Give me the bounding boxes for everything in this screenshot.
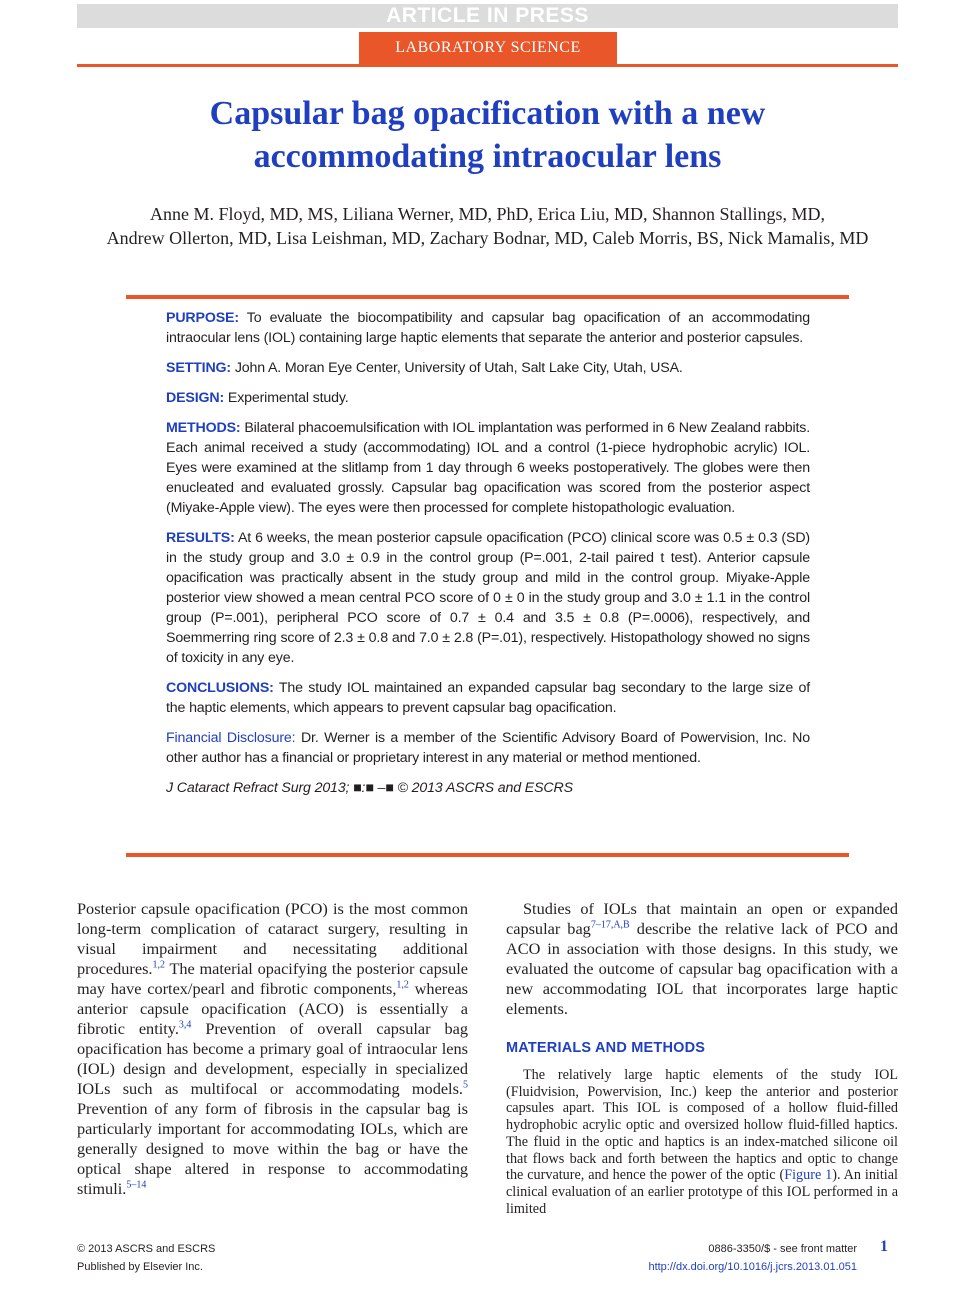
reference-superscript[interactable]: 3,4 [178,1019,192,1031]
authors-line-2: Andrew Ollerton, MD, Lisa Leishman, MD, Zachary Bodnar, MD, Caleb Morris, BS, Nick Mamalis, MD [106,228,869,248]
header-rule [77,64,898,67]
reference-superscript[interactable]: 5 [463,1079,468,1091]
conclusions-label: CONCLUSIONS: [166,680,274,696]
abstract-financial-disclosure [166,728,810,768]
abstract-top-rule [126,295,849,299]
abstract-results [166,528,810,668]
reference-superscript[interactable]: 7–17,A,B [590,919,630,931]
journal-citation: J Cataract Refract Surg 2013; ■:■ –■ © 2013 ASCRS and ESCRS [166,780,573,796]
figure-reference-link[interactable]: Figure 1 [784,1167,833,1184]
financial-text: Dr. Werner is a member of the Scientific Advisory Board of Powervision, Inc. No other author has a financial or proprietary interest in any material or method mentioned. [166,730,810,766]
title-line-2: accommodating intraocular lens [253,138,722,175]
abstract-purpose [166,308,810,348]
setting-text: John A. Moran Eye Center, University of Utah, Salt Lake City, Utah, USA. [234,360,683,376]
body-right-intro: Studies of IOLs that maintain an open or expanded capsular bag$^{7-17,A,B}$ describe the relative lack of PCO and ACO in association with those designs. In this study, we evaluated the outcome of capsular bag opacification with a new accommodating IOL that incorporates large haptic elements. [506,899,899,1018]
authors-line-1: Anne M. Floyd, MD, MS, Liliana Werner, MD, PhD, Erica Liu, MD, Shannon Stallings, MD, [150,204,825,224]
footer-issn: 0886-3350/$ - see front matter [708,1243,857,1255]
abstract-conclusions [166,678,810,718]
author-list [60,202,915,250]
purpose-text: To evaluate the biocompatibility and capsular bag opacification of an accommodating intraocular lens (IOL) containing large haptic elements that separate the anterior and posterior capsules. [166,310,810,346]
abstract-setting [166,358,810,378]
footer-doi-link[interactable]: http://dx.doi.org/10.1016/j.jcrs.2013.01.051 [648,1261,857,1273]
conclusions-text: The study IOL maintained an expanded capsular bag secondary to the large size of the haptic elements, which appears to prevent capsular bag opacification. [166,680,810,716]
abstract-design [166,388,810,408]
title-line-1: Capsular bag opacification with a new [209,95,766,132]
methods-text: Bilateral phacoemulsification with IOL implantation was performed in 6 New Zealand rabbits. Each animal received a study (accommodating) IOL and a control (1-piece hydrophobic acrylic) IOL. Eyes were examined at the slitlamp from 1 day through 6 weeks postoperatively. The globes were then enucleated and evaluated grossly. Capsular bag opacification was scored from the posterior aspect (Miyake-Apple view). The eyes were then processed for complete histopathologic evaluation. [166,420,810,516]
design-text: Experimental study. [227,390,349,406]
abstract-methods [166,418,810,518]
reference-superscript[interactable]: 1,2 [152,959,165,971]
financial-label: Financial Disclosure: [166,730,296,746]
results-label: RESULTS: [166,530,235,546]
footer-copyright: © 2013 ASCRS and ESCRS [77,1243,216,1255]
section-heading-materials-methods: MATERIALS AND METHODS [506,1040,706,1056]
body-left-column: Posterior capsule opacification (PCO) is the most common long-term complication of cataract surgery, resulting in visual impairment and necessitating additional procedures.$^{1,2}$ The material opacifying the posterior capsule may have cortex/pearl and fibrotic components,$^{1,2}$ whereas anterior capsule opacification (ACO) is essentially a fibrotic entity.$^{3,4}$ Prevention of overall capsular bag opacification has become a primary goal of intraocular lens (IOL) design and development, especially in specialized IOLs such as multifocal or accommodating models.$^5$ Prevention of any form of fibrosis in the capsular bag is particularly important for accommodating IOLs, which are generally designed to move within the bag or have the optical shape altered in response to accommodating stimuli.$^{5-14}$ [77,899,469,1198]
abstract-bottom-rule [126,853,849,857]
footer-publisher: Published by Elsevier Inc. [77,1261,203,1273]
purpose-label: PURPOSE: [166,310,239,326]
setting-label: SETTING: [166,360,232,376]
reference-superscript[interactable]: 5–14 [126,1179,147,1191]
design-label: DESIGN: [166,390,225,406]
body-materials-methods: The relatively large haptic elements of the study IOL (Fluidvision, Powervision, Inc.) keep the anterior and posterior capsules apart. This IOL is composed of a hollow fluid-filled hydrophobic acrylic optic and oversized hollow fluid-filled haptics. The fluid in the optic and haptics is an index-matched silicone oil that flows back and forth between the haptics and optic to change the curvature, and hence the power of the optic (Figure 1). An initial clinical evaluation of an earlier prototype of this IOL performed in a limited [506,1067,898,1217]
section-tag: LABORATORY SCIENCE [359,32,617,64]
methods-label: METHODS: [166,420,241,436]
reference-superscript[interactable]: 1,2 [396,979,409,991]
abstract [166,308,810,808]
results-text: At 6 weeks, the mean posterior capsule opacification (PCO) clinical score was 0.5 ± 0.3 (SD) in the study group and 3.0 ± 0.9 in the control group (P=.001, 2-tail paired t test). Anterior capsule opacification was practically absent in the study group and mild in the control group. Miyake-Apple posterior view showed a mean central PCO score of 0 ± 0 in the study group and 3.0 ± 1.1 in the control group (P=.001), peripheral PCO score of 0.7 ± 0.4 and 3.5 ± 0.8 (P=.0006), respectively, and Soemmerring ring score of 2.3 ± 0.8 and 7.0 ± 2.8 (P=.01), respectively. Histopathology showed no signs of toxicity in any eye. [166,530,810,666]
article-in-press-banner: ARTICLE IN PRESS [77,4,898,28]
article-title [77,92,898,178]
page-number: 1 [880,1238,888,1255]
